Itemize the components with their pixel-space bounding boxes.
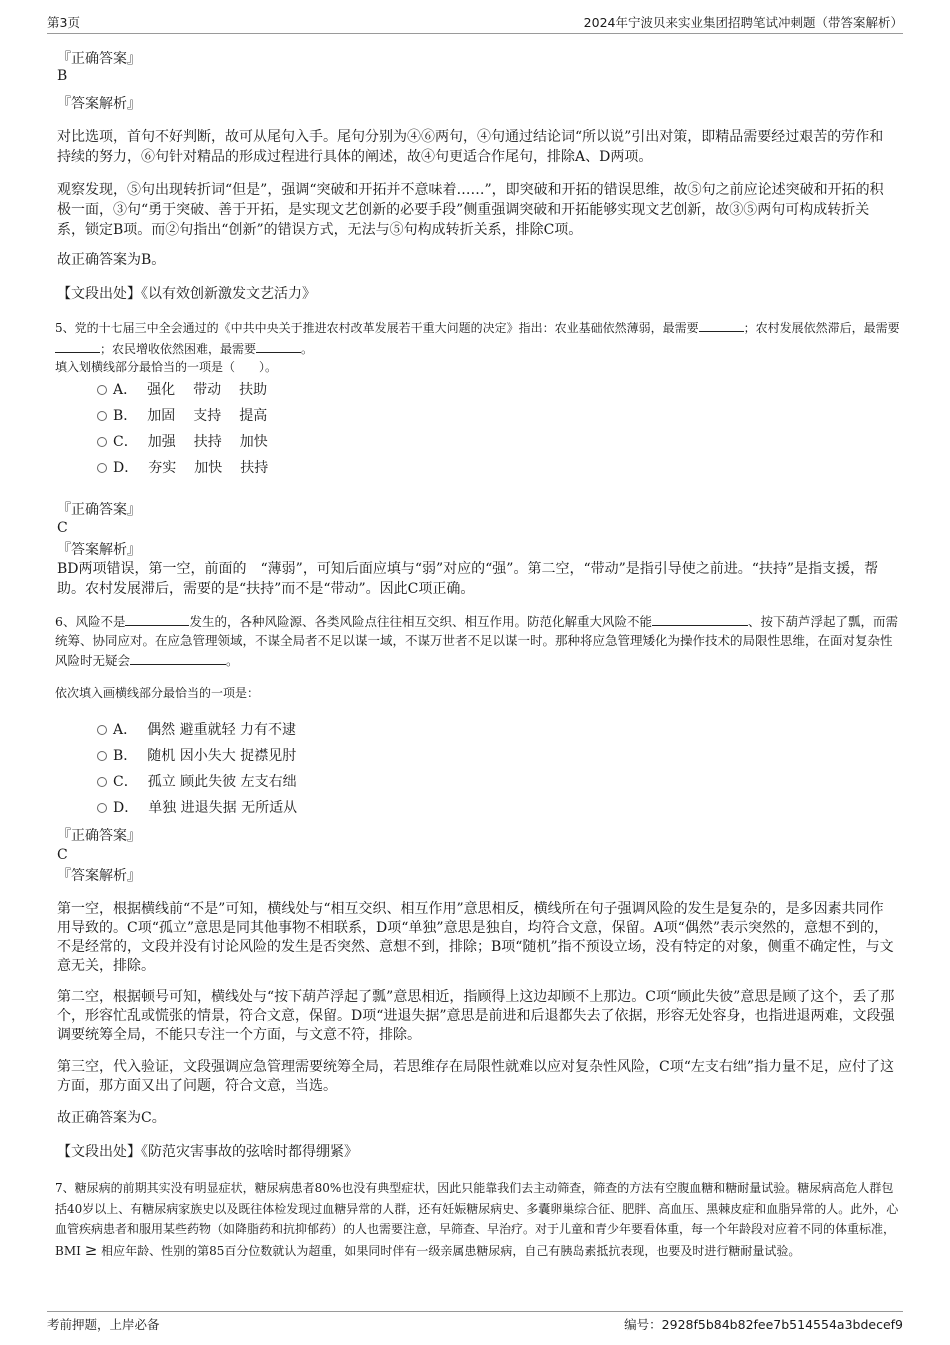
q4-analysis-p1: 对比选项，首句不好判断，故可从尾句入手。尾句分别为④⑥两句，④句通过结论词“所以说”引出对策，即精品需要经过艰苦的劳作和持续的努力，⑥句针对精品的形成过程进行具体的阐述，故④句更适合作尾句，排除A、D两项。 xyxy=(57,129,884,165)
radio-icon[interactable] xyxy=(97,411,107,421)
blank-line xyxy=(130,650,226,665)
document-title: 2024年宁波贝来实业集团招聘笔试冲刺题（带答案解析） xyxy=(583,15,903,30)
gte-symbol: ≥ xyxy=(84,1240,98,1259)
radio-icon[interactable] xyxy=(97,803,107,813)
q6-option-a[interactable]: A． 偶然 避重就轻 力有不逮 xyxy=(97,720,296,740)
q5-option-b[interactable]: B． 加固 支持 提高 xyxy=(97,406,267,426)
q5-stem: 5、党的十七届三中全会通过的《中共中央关于推进农村改革发展若干重大问题的决定》指出：农业基础依然薄弱，最需要 ；农村发展依然滞后，最需要；农民增收依然困难，最需要 。 xyxy=(55,317,900,359)
blank-line xyxy=(699,317,744,332)
q6-conclusion: 故正确答案为C。 xyxy=(57,1110,166,1126)
q6-option-d[interactable]: D． 单独 进退失据 无所适从 xyxy=(97,798,297,818)
page-header xyxy=(47,13,903,34)
q6-analysis-p3: 第三空，代入验证，文段强调应急管理需要统筹全局，若思维存在局限性就难以应对复杂性风险，C项“左支右绌”指力量不足，应付了这方面，那方面又出了问题，符合文意，当选。 xyxy=(57,1059,895,1094)
radio-icon[interactable] xyxy=(97,385,107,395)
q5-analysis: BD两项错误，第一空，前面的 “薄弱”，可知后面应填与“弱”对应的“强”。第二空，“带动”是指引导使之前进。“扶持”是指支援，帮助。农村发展滞后，需要的是“扶持”而不是“带动”。因此C项正确。 xyxy=(57,561,879,597)
q4-analysis-p2: 观察发现，⑤句出现转折词“但是”，强调“突破和开拓并不意味着……”，即突破和开拓的错误思维，故⑤句之前应论述突破和开拓的积极一面，③句“勇于突破、善于开拓，是实现文艺创新的必要手段”侧重强调突破和开拓能够实现文艺创新，故③⑤两句可构成转折关系，锁定B项。而②句指出“创新”的错误方式，无法与⑤句构成转折关系，排除C项。 xyxy=(57,182,884,238)
q6-analysis-p1: 第一空，根据横线前“不是”可知，横线处与“相互交织、相互作用”意思相反，横线所在句子强调风险的发生是复杂的，是多因素共同作用导致的。C项“孤立”意思是同其他事物不相联系，D项“单独”意思是独自，均符合文意，保留。A项“偶然”表示突然的，意想不到的，不是经常的，文段并没有讨论风险的发生是否突然、意想不到，排除；B项“随机”指不预设立场，没有特定的对象，侧重不确定性，与文意无关，排除。 xyxy=(57,901,894,974)
q5-answer: C xyxy=(57,520,68,536)
radio-icon[interactable] xyxy=(97,463,107,473)
blank-line xyxy=(652,611,748,626)
q6-answer-heading: 『正确答案』 xyxy=(57,828,141,844)
q6-answer: C xyxy=(57,847,68,863)
q4-conclusion: 故正确答案为B。 xyxy=(57,252,166,268)
q6-source: 【文段出处】《防范灾害事故的弦啥时都得绷紧》 xyxy=(57,1144,358,1160)
radio-icon[interactable] xyxy=(97,777,107,787)
page-number: 第3页 xyxy=(47,15,80,30)
q5-answer-heading: 『正确答案』 xyxy=(57,502,141,518)
q6-option-c[interactable]: C． 孤立 顾此失彼 左支右绌 xyxy=(97,772,297,792)
q5-option-a[interactable]: A． 强化 带动 扶助 xyxy=(97,380,267,400)
q5-option-d[interactable]: D． 夯实 加快 扶持 xyxy=(97,458,268,478)
q7-stem: 7、糖尿病的前期其实没有明显症状，糖尿病患者80%也没有典型症状，因此只能靠我们去主动筛查，筛查的方法有空腹血糖和糖耐量试验。糖尿病高危人群包括40岁以上、有糖尿病家族史以及既往体检发现过血糖异常的人群，还有妊娠糖尿病史、多囊卵巢综合征、肥胖、高血压、黑棘皮症和血脂异常的人。此外，心血管疾病患者和服用某些药物（如降脂药和抗抑郁药）的人也需要注意，早筛查、早治疗。对于儿童和青少年要看体重，每一个年龄段对应着不同的体重标准，BMI ≥ 相应年龄、性别的第85百分位数就认为超重，如果同时伴有一级亲属患糖尿病，自己有胰岛素抵抗表现，也要及时进行糖耐量试验。 xyxy=(55,1181,899,1259)
radio-icon[interactable] xyxy=(97,751,107,761)
q6-option-b[interactable]: B． 随机 因小失大 捉襟见肘 xyxy=(97,746,296,766)
q6-stem: 6、风险不是 发生的，各种风险源、各类风险点往往相互交织、相互作用。防范化解重大风险不能 、按下葫芦浮起了瓢，而需统筹、协同应对。在应急管理领域，不谋全局者不足以谋一域，不谋万世者不足以谋一时。那种将应急管理矮化为操作技术的局限性思维，在面对复杂性风险时无疑会 。 xyxy=(55,611,900,670)
q5-option-c[interactable]: C． 加强 扶持 加快 xyxy=(97,432,268,452)
q4-analysis-heading: 『答案解析』 xyxy=(57,96,141,112)
blank-line xyxy=(125,611,189,626)
q4-answer: B xyxy=(57,68,68,84)
q6-instruction: 依次填入画横线部分最恰当的一项是： xyxy=(55,686,260,700)
blank-line xyxy=(55,338,100,353)
q6-analysis-heading: 『答案解析』 xyxy=(57,868,141,884)
footer-slogan: 考前押题，上岸必备 xyxy=(47,1317,160,1332)
document-code: 编号：2928f5b84b82fee7b514554a3bdecef9 xyxy=(624,1317,903,1332)
radio-icon[interactable] xyxy=(97,437,107,447)
q4-source: 【文段出处】《以有效创新激发文艺活力》 xyxy=(57,286,316,302)
q4-answer-heading: 『正确答案』 xyxy=(57,51,141,67)
page-footer xyxy=(47,1311,903,1332)
radio-icon[interactable] xyxy=(97,725,107,735)
q5-analysis-heading: 『答案解析』 xyxy=(57,542,141,558)
blank-line xyxy=(256,338,301,353)
q5-instruction: 填入划横线部分最恰当的一项是（ ）。 xyxy=(55,360,278,374)
q6-analysis-p2: 第二空，根据顿号可知，横线处与“按下葫芦浮起了瓢”意思相近，指顾得上这边却顾不上那边。C项“顾此失彼”意思是顾了这个，丢了那个，形容忙乱或慌张的情景，符合文意，保留。D项“进退失据”意思是前进和后退都失去了依据，形容无处容身，也指进退两难，文段强调要统筹全局，不能只专注一个方面，与文意不符，排除。 xyxy=(57,989,895,1043)
